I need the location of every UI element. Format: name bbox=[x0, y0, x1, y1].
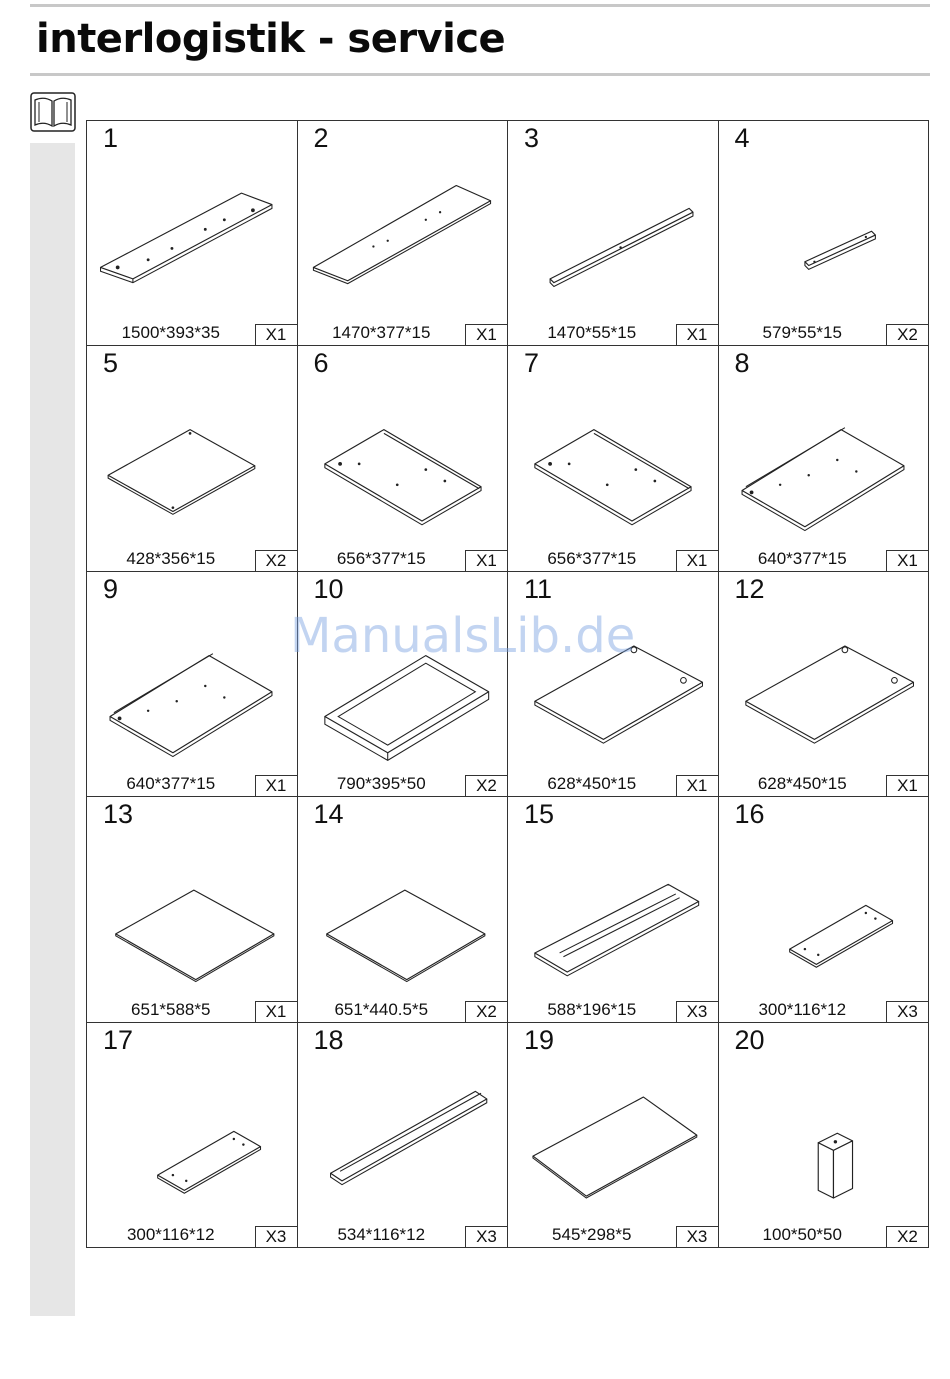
long-rail-drawing bbox=[512, 151, 712, 321]
part-dimensions: 534*116*12 bbox=[337, 1224, 426, 1244]
part-number: 7 bbox=[524, 348, 540, 379]
part-quantity: X1 bbox=[465, 550, 507, 571]
part-cell bbox=[298, 346, 509, 571]
part-cell bbox=[87, 346, 298, 571]
grooved-shelf-drawing bbox=[512, 827, 712, 997]
part-cell bbox=[719, 346, 930, 571]
part-number: 9 bbox=[103, 573, 119, 604]
notched-panel-drawing bbox=[723, 376, 923, 546]
part-dimensions: 640*377*15 bbox=[126, 774, 216, 794]
part-dimensions: 628*450*15 bbox=[547, 774, 637, 794]
part-cell bbox=[508, 121, 719, 346]
part-number: 1 bbox=[103, 123, 119, 153]
part-number: 15 bbox=[524, 799, 555, 830]
part-dimensions: 651*440.5*5 bbox=[334, 999, 429, 1019]
notched-panel-drawing bbox=[91, 602, 291, 772]
small-panel-drawing bbox=[91, 376, 291, 546]
part-cell bbox=[298, 1023, 509, 1248]
thin-sheet-drawing bbox=[91, 827, 291, 997]
part-dimensions: 300*116*12 bbox=[758, 999, 847, 1019]
part-dimensions: 790*395*50 bbox=[336, 774, 426, 794]
part-number: 17 bbox=[103, 1024, 134, 1055]
part-quantity: X2 bbox=[255, 550, 297, 571]
part-quantity: X1 bbox=[886, 550, 928, 571]
part-cell bbox=[719, 572, 930, 797]
part-dimensions: 579*55*15 bbox=[762, 323, 842, 343]
short-rail-drawing bbox=[723, 151, 923, 321]
part-cell bbox=[298, 797, 509, 1022]
part-quantity: X1 bbox=[255, 775, 297, 796]
part-cell bbox=[719, 797, 930, 1022]
part-dimensions: 545*298*5 bbox=[552, 1224, 632, 1244]
part-number: 4 bbox=[734, 123, 750, 153]
part-number: 10 bbox=[313, 573, 344, 604]
brand-logo: interlogistik - service bbox=[36, 16, 506, 62]
side-panel-drawing bbox=[512, 376, 712, 546]
part-number: 12 bbox=[734, 573, 765, 604]
part-quantity: X1 bbox=[255, 1001, 297, 1022]
part-cell bbox=[298, 572, 509, 797]
part-cell bbox=[87, 797, 298, 1022]
drawer-side-drawing bbox=[723, 827, 923, 997]
part-cell bbox=[87, 572, 298, 797]
part-number: 2 bbox=[313, 123, 329, 153]
part-quantity: X3 bbox=[465, 1226, 507, 1247]
part-quantity: X1 bbox=[465, 324, 507, 345]
part-cell bbox=[508, 346, 719, 571]
part-cell bbox=[508, 797, 719, 1022]
part-dimensions: 628*450*15 bbox=[757, 774, 847, 794]
part-number: 14 bbox=[313, 799, 344, 830]
grooved-strip-drawing bbox=[302, 1053, 502, 1223]
part-number: 19 bbox=[524, 1024, 555, 1055]
part-number: 6 bbox=[313, 348, 329, 379]
part-number: 8 bbox=[734, 348, 750, 379]
parts-grid bbox=[86, 120, 929, 1248]
header-rule-top bbox=[30, 4, 930, 7]
thin-sheet-drawing bbox=[302, 827, 502, 997]
part-dimensions: 1470*55*15 bbox=[547, 323, 637, 343]
part-quantity: X1 bbox=[676, 550, 718, 571]
part-quantity: X3 bbox=[676, 1226, 718, 1247]
part-cell bbox=[508, 1023, 719, 1248]
part-cell bbox=[719, 121, 930, 346]
part-quantity: X3 bbox=[676, 1001, 718, 1022]
door-panel-drawing bbox=[723, 602, 923, 772]
part-dimensions: 1470*377*15 bbox=[332, 323, 431, 343]
part-quantity: X3 bbox=[886, 1001, 928, 1022]
part-quantity: X2 bbox=[465, 1001, 507, 1022]
part-cell bbox=[508, 572, 719, 797]
part-cell bbox=[87, 1023, 298, 1248]
part-dimensions: 640*377*15 bbox=[757, 548, 847, 568]
part-cell bbox=[87, 121, 298, 346]
part-number: 16 bbox=[734, 799, 765, 830]
leg-block-drawing bbox=[723, 1053, 923, 1223]
part-dimensions: 656*377*15 bbox=[547, 548, 637, 568]
open-book-icon bbox=[30, 92, 76, 132]
part-number: 11 bbox=[524, 573, 553, 604]
part-dimensions: 428*356*15 bbox=[126, 548, 216, 568]
part-number: 3 bbox=[524, 123, 540, 153]
part-number: 18 bbox=[313, 1024, 344, 1055]
part-number: 5 bbox=[103, 348, 119, 379]
part-number: 13 bbox=[103, 799, 134, 830]
watermark: ManualsLib.de bbox=[290, 608, 636, 664]
part-cell bbox=[298, 121, 509, 346]
part-quantity: X1 bbox=[886, 775, 928, 796]
part-dimensions: 100*50*50 bbox=[762, 1224, 842, 1244]
part-quantity: X2 bbox=[886, 1226, 928, 1247]
part-quantity: X3 bbox=[255, 1226, 297, 1247]
part-dimensions: 656*377*15 bbox=[336, 548, 426, 568]
drawer-bottom-drawing bbox=[512, 1053, 712, 1223]
drawer-side-drawing bbox=[91, 1053, 291, 1223]
sidebar-band bbox=[30, 143, 75, 1316]
part-quantity: X2 bbox=[465, 775, 507, 796]
long-board-drawing bbox=[91, 151, 291, 321]
part-cell bbox=[719, 1023, 930, 1248]
part-quantity: X1 bbox=[676, 324, 718, 345]
part-quantity: X2 bbox=[886, 324, 928, 345]
part-quantity: X1 bbox=[676, 775, 718, 796]
long-panel-drawing bbox=[302, 151, 502, 321]
side-panel-drawing bbox=[302, 376, 502, 546]
part-number: 20 bbox=[734, 1024, 765, 1055]
part-quantity: X1 bbox=[255, 324, 297, 345]
part-dimensions: 1500*393*35 bbox=[121, 323, 220, 343]
part-dimensions: 300*116*12 bbox=[126, 1224, 215, 1244]
part-dimensions: 651*588*5 bbox=[131, 999, 211, 1019]
part-dimensions: 588*196*15 bbox=[547, 999, 637, 1019]
frame-drawing bbox=[302, 602, 502, 772]
header-rule-bottom bbox=[30, 73, 930, 76]
door-panel-drawing bbox=[512, 602, 712, 772]
